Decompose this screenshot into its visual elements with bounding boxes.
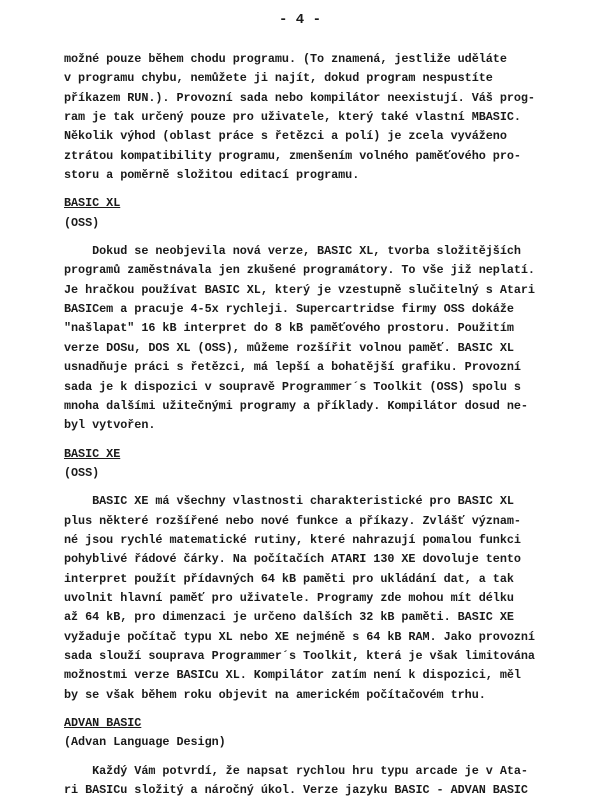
- section-gap: [64, 705, 564, 714]
- section-text-line: možnostmi verze BASICu XL. Kompilátor zatím není k dispozici, měl: [64, 668, 521, 683]
- section-subheading: (OSS): [64, 215, 100, 230]
- section-text-line: verze DOSu, DOS XL (OSS), můžeme rozšířit volnou paměť. BASIC XL: [64, 340, 514, 355]
- intro-text-line: ztrátou kompatibility programu, zmenšením volného paměťového pro-: [64, 148, 521, 163]
- intro-text-line: možné pouze během chodu programu. (To znamená, jestliže uděláte: [64, 52, 507, 66]
- section-text-line: uvolnit hlavní paměť pro uživatele. Programy zde mohou mít délku: [64, 590, 514, 605]
- section-text-line: né jsou rychlé matematické rutiny, které nahrazují pomalou funkci: [64, 532, 521, 547]
- section-heading-line: [64, 194, 564, 213]
- section-text-line: mnoha dalšími užitečnými programy a příklady. Kompilátor dosud ne-: [64, 398, 528, 413]
- section-text-line: BASICem a pracuje 4-5x rychleji. Supercartridse firmy OSS dokáže: [64, 302, 514, 317]
- intro-text-line: v programu chybu, nemůžete ji najít, dokud program nespustíte: [64, 71, 493, 86]
- intro-text-line: příkazem RUN.). Provozní sada nebo kompilátor neexistují. Váš prog-: [64, 90, 535, 105]
- section-gap: [64, 185, 564, 194]
- section-text-line: by se však během roku objevit na americkém počítačovém trhu.: [64, 687, 486, 702]
- section-subheading: (Advan Language Design): [64, 735, 226, 750]
- section-text-line: usnadňuje práci s řetězci, má lepší a bohatější grafiku. Provozní: [64, 360, 521, 375]
- section-gap: [64, 436, 564, 445]
- section-text-line: plus některé rozšířené nebo nové funkce a příkazy. Zvlášť význam-: [64, 513, 521, 528]
- section-text-line: BASIC XE má všechny vlastnosti charakteristické pro BASIC XL: [64, 494, 514, 509]
- section-gap: [64, 233, 564, 242]
- section-heading: ADVAN BASIC: [64, 716, 142, 730]
- section-subheading: (OSS): [64, 465, 100, 480]
- section-text-line: sada je k dispozici v soupravě Programmer´s Toolkit (OSS) spolu s: [64, 379, 521, 394]
- section-heading-line: [64, 445, 564, 464]
- intro-text-line: ram je tak určený pouze pro uživatele, který také vlastní MBASIC.: [64, 110, 521, 125]
- section-text-line: programů zaměstnávala jen zkušené programátory. To vše již neplatí.: [64, 263, 535, 278]
- section-gap: [64, 753, 564, 762]
- page-number: - 4 -: [278, 12, 321, 28]
- section-heading-line: [64, 714, 564, 733]
- section-text-line: vyžaduje počítač typu XL nebo XE nejméně s 64 kB RAM. Jako provozní: [64, 629, 535, 644]
- section-heading: BASIC XE: [64, 446, 121, 461]
- section-text-line: byl vytvořen.: [64, 418, 156, 433]
- section-gap: [64, 483, 564, 492]
- section-text-line: sada slouží souprava Programmer´s Toolkit, která je však limitována: [64, 648, 535, 663]
- section-text-line: Dokud se neobjevila nová verze, BASIC XL, tvorba složitějších: [64, 244, 521, 259]
- section-text-line: Každý Vám potvrdí, že napsat rychlou hru typu arcade je v Ata-: [64, 763, 528, 778]
- section-text-line: až 64 kB, pro dimenzaci je určeno dalších 32 kB paměti. BASIC XE: [64, 610, 514, 625]
- section-text-line: Je hračkou používat BASIC XL, který je vzestupně slučitelný s Atari: [64, 282, 535, 297]
- section-text-line: pohyblivé řádové čárky. Na počítačích ATARI 130 XE dovoluje tento: [64, 552, 521, 567]
- intro-text-line: Několik výhod (oblast práce s řetězci a polí) je zcela vyváženo: [64, 129, 507, 144]
- section-text-line: interpret použít přídavných 64 kB paměti pro ukládání dat, a tak: [64, 571, 514, 586]
- document-body: [64, 50, 564, 800]
- section-heading: BASIC XL: [64, 196, 121, 211]
- section-text-line: ri BASICu složitý a náročný úkol. Verze jazyku BASIC - ADVAN BASIC: [64, 783, 528, 798]
- intro-text-line: storu a poměrně složitou editací programu.: [64, 168, 360, 183]
- section-text-line: "našlapat" 16 kB interpret do 8 kB paměťového prostoru. Použitím: [64, 321, 514, 336]
